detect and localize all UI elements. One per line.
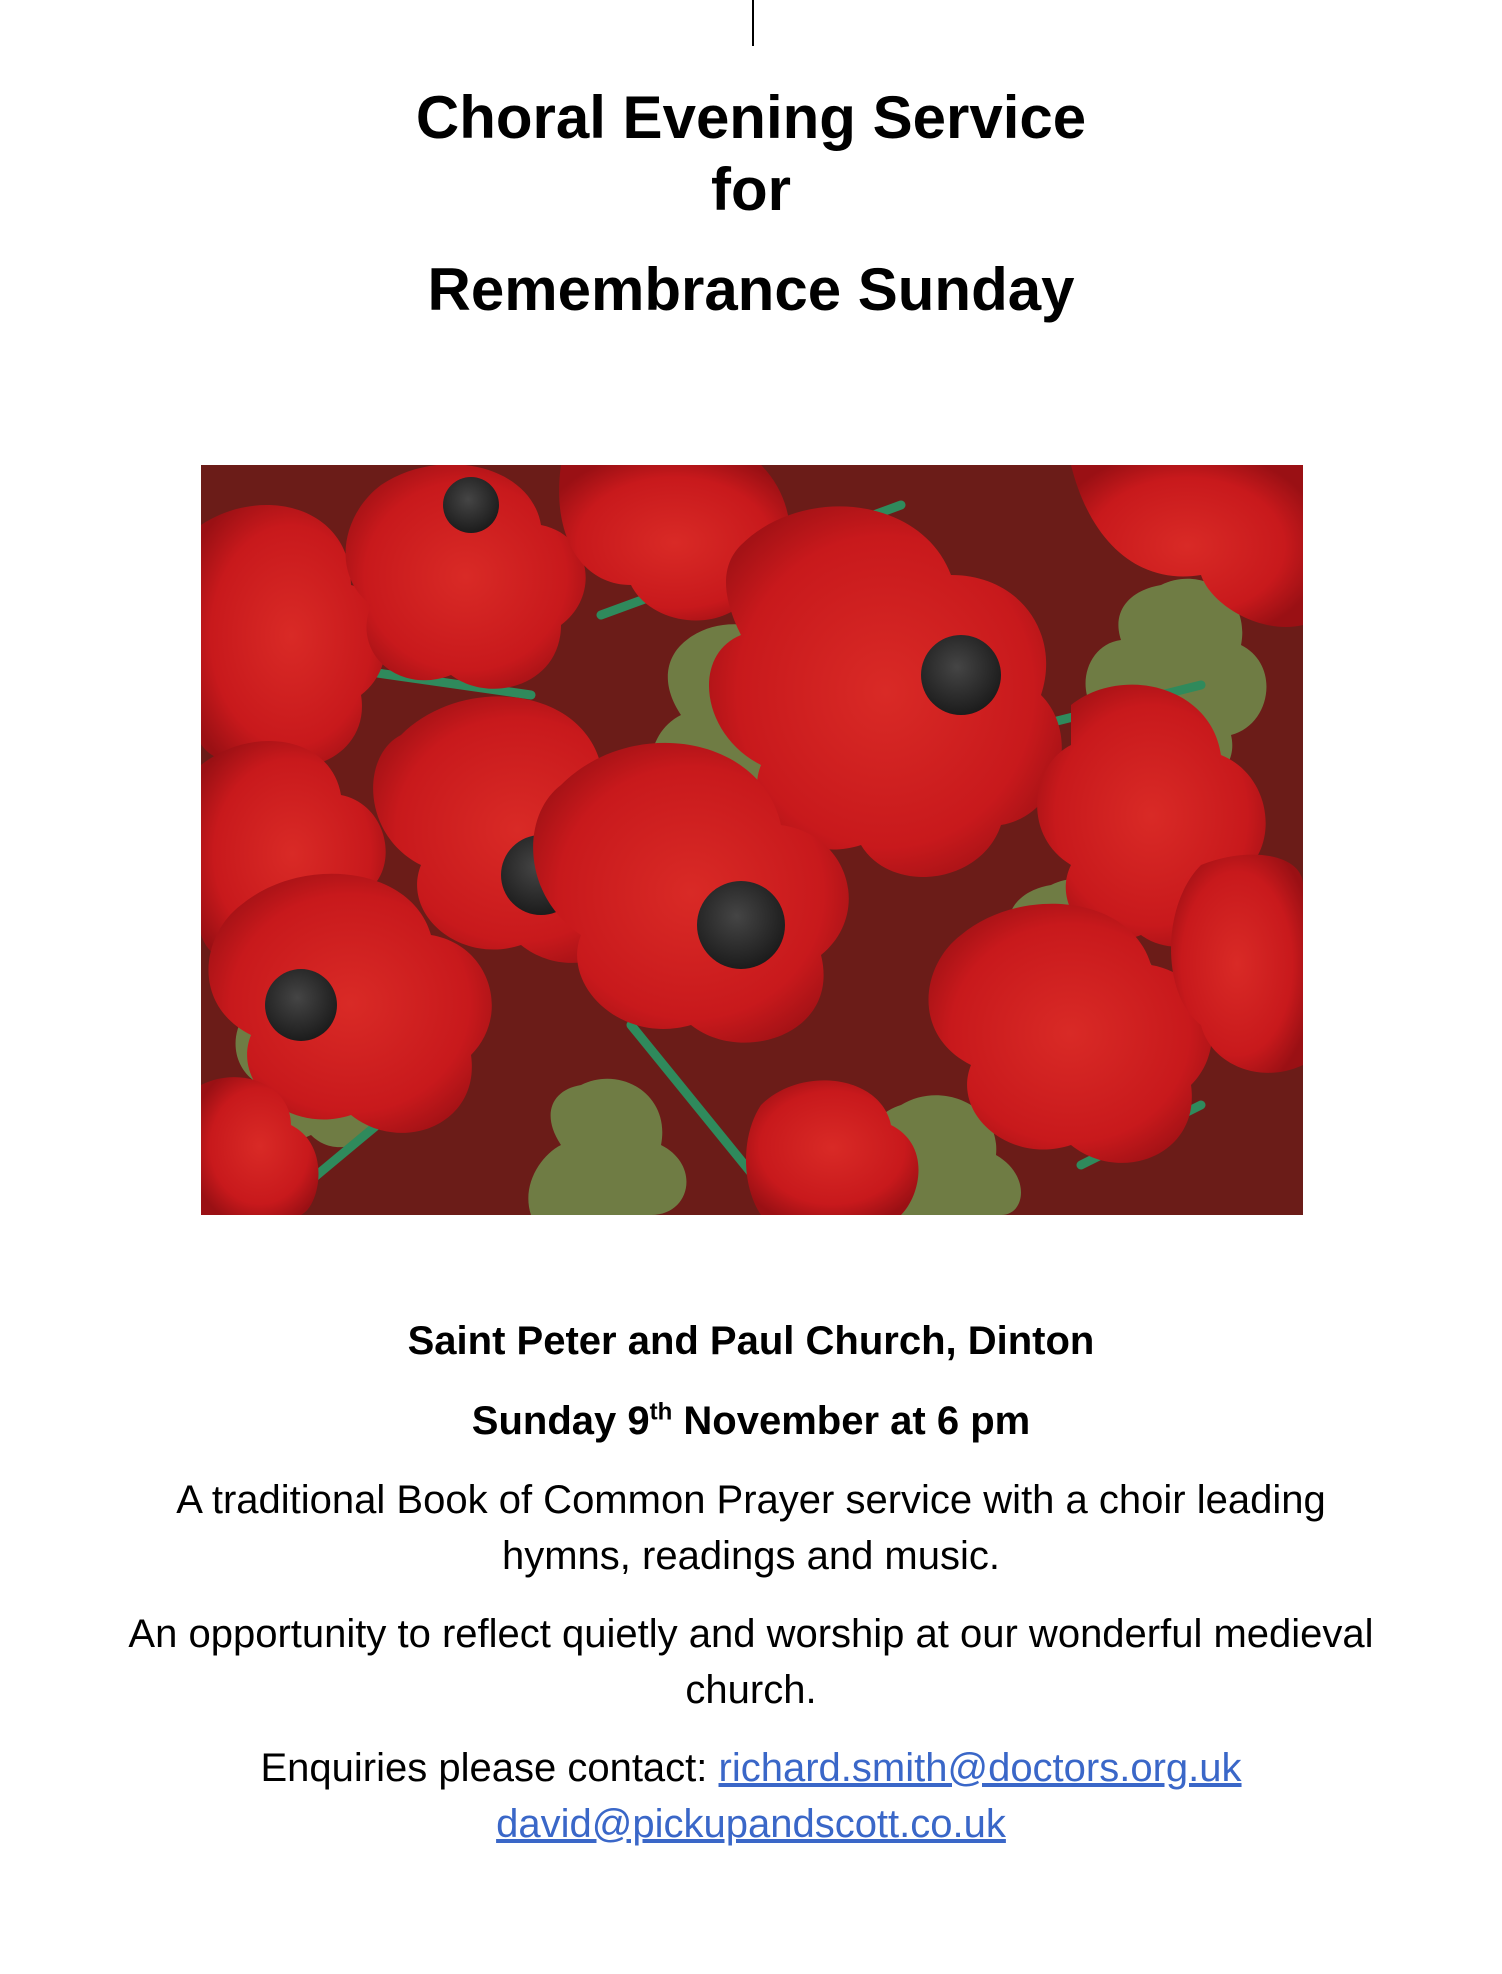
title-line-2: for: [711, 156, 791, 223]
title-line-1: Choral Evening Service: [415, 84, 1087, 151]
opportunity: An opportunity to reflect quietly and worship at our wonderful medieval church.: [128, 1612, 1374, 1712]
text-cursor: [752, 0, 754, 46]
email-link-david[interactable]: david@pickupandscott.co.uk: [496, 1802, 1006, 1846]
contact-label: Enquiries please contact:: [260, 1746, 719, 1790]
date-rest: November at 6 pm: [672, 1399, 1031, 1443]
description: A traditional Book of Common Prayer service with a choir leading hymns, readings and music.: [176, 1478, 1326, 1578]
poppy-photo: [201, 465, 1303, 1215]
date-prefix: Sunday 9: [471, 1399, 650, 1443]
contact-block: [120, 1740, 1382, 1852]
service-date: [0, 1393, 1502, 1449]
title-line-3: Remembrance Sunday: [427, 256, 1075, 323]
email-link-richard[interactable]: richard.smith@doctors.org.uk: [718, 1746, 1242, 1790]
venue: Saint Peter and Paul Church, Dinton: [407, 1319, 1095, 1363]
date-ordinal: th: [649, 1398, 673, 1426]
